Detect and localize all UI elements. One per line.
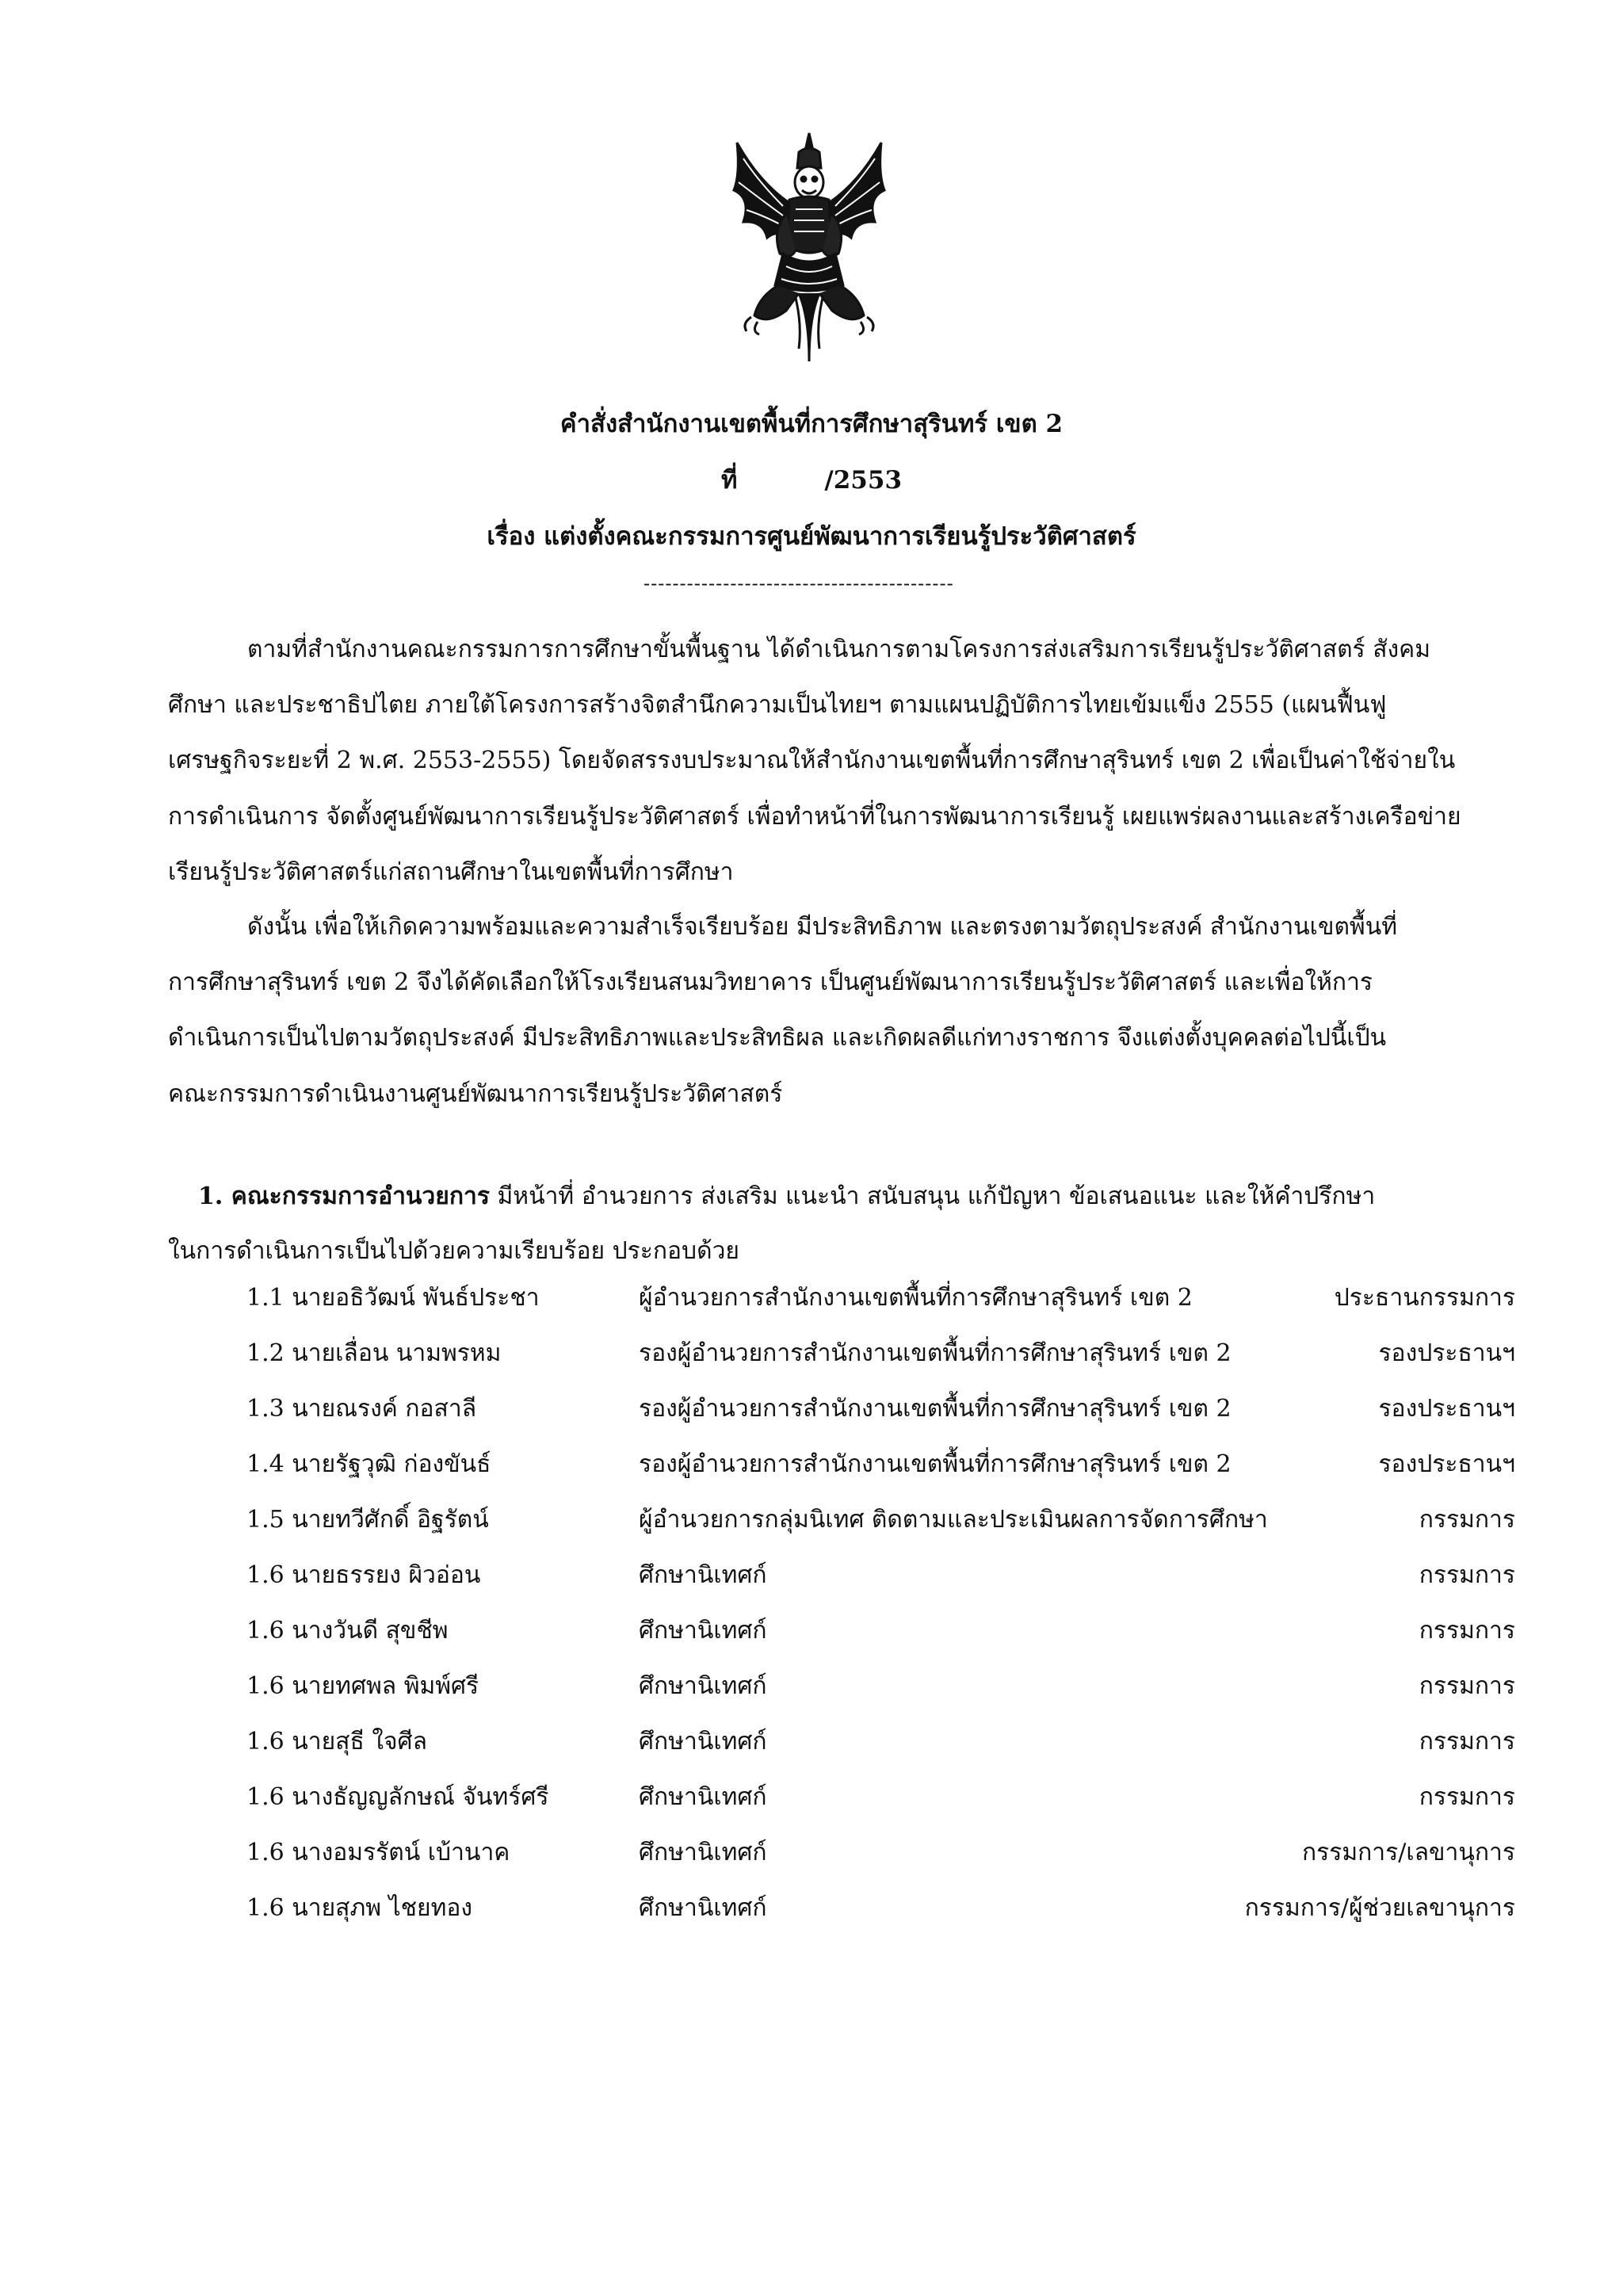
list-item — [0, 1338, 1623, 1370]
list-item — [0, 1837, 1623, 1869]
section-1-heading — [198, 1181, 1375, 1213]
member-role: รองประธานฯ — [1378, 1339, 1515, 1367]
paragraph-line: ศึกษา และประชาธิปไตย ภายใต้โครงการสร้างจิตสำนึกความเป็นไทยฯ ตามแผนปฏิบัติการไทยเข้มแข็ง 2555 (แผนฟื้นฟู — [168, 691, 1387, 719]
list-item — [0, 1615, 1623, 1647]
member-name: 1.1 นายอธิวัฒน์ พันธ์ประชา — [246, 1284, 540, 1312]
member-position: รองผู้อำนวยการสำนักงานเขตพื้นที่การศึกษาสุรินทร์ เขต 2 — [639, 1395, 1232, 1423]
member-position: ศึกษานิเทศก์ — [639, 1894, 767, 1922]
list-item — [0, 1671, 1623, 1702]
member-role: รองประธานฯ — [1378, 1395, 1515, 1423]
member-position: ผู้อำนวยการสำนักงานเขตพื้นที่การศึกษาสุรินทร์ เขต 2 — [639, 1284, 1193, 1312]
paragraph-line: ดังนั้น เพื่อให้เกิดความพร้อมและความสำเร็จเรียบร้อย มีประสิทธิภาพ และตรงตามวัตถุประสงค์ สำนักงานเขตพื้นที่ — [247, 913, 1397, 941]
member-name: 1.6 นายธรรยง ผิวอ่อน — [246, 1561, 481, 1589]
member-name: 1.6 นางวันดี สุขชีพ — [246, 1617, 449, 1645]
member-role: กรรมการ/ผู้ช่วยเลขานุการ — [1244, 1894, 1515, 1922]
order-subject: เรื่อง แต่งตั้งคณะกรรมการศูนย์พัฒนาการเรียนรู้ประวัติศาสตร์ — [487, 522, 1136, 551]
list-item — [0, 1893, 1623, 1924]
section-1-duty-continued: ในการดำเนินการเป็นไปด้วยความเรียบร้อย ประกอบด้วย — [168, 1237, 740, 1265]
member-role: กรรมการ — [1419, 1561, 1515, 1589]
member-name: 1.6 นางอมรรัตน์ เบ้านาค — [246, 1839, 510, 1866]
section-1-duty: มีหน้าที่ อำนวยการ ส่งเสริม แนะนำ สนับสนุน แก้ปัญหา ข้อเสนอแนะ และให้คำปรึกษา — [489, 1182, 1376, 1210]
member-role: ประธานกรรมการ — [1334, 1284, 1515, 1312]
list-item — [0, 1504, 1623, 1536]
order-title: คำสั่งสำนักงานเขตพื้นที่การศึกษาสุรินทร์ เขต 2 — [559, 410, 1064, 438]
paragraph-line: การดำเนินการ จัดตั้งศูนย์พัฒนาการเรียนรู้ประวัติศาสตร์ เพื่อทำหน้าที่ในการพัฒนาการเรียนรู้ เผยแพร่ผลงานและสร้างเครือข่าย — [168, 803, 1461, 831]
member-role: กรรมการ — [1419, 1672, 1515, 1700]
member-name: 1.2 นายเลื่อน นามพรหม — [246, 1339, 502, 1367]
member-position: รองผู้อำนวยการสำนักงานเขตพื้นที่การศึกษาสุรินทร์ เขต 2 — [639, 1450, 1232, 1478]
member-position: ศึกษานิเทศก์ — [639, 1783, 767, 1811]
list-item — [0, 1560, 1623, 1591]
member-role: กรรมการ — [1419, 1783, 1515, 1811]
member-name: 1.3 นายณรงค์ กอสาลี — [246, 1395, 477, 1423]
paragraph-line: ดำเนินการเป็นไปตามวัตถุประสงค์ มีประสิทธิภาพและประสิทธิผล และเกิดผลดีแก่ทางราชการ จึงแต่งตั้งบุคคลต่อไปนี้เป็น — [168, 1024, 1387, 1052]
member-name: 1.6 นายสุภพ ไชยทอง — [246, 1894, 473, 1922]
paragraph-line: ตามที่สำนักงานคณะกรรมการการศึกษาขั้นพื้นฐาน ได้ดำเนินการตามโครงการส่งเสริมการเรียนรู้ประวัติศาสตร์ สังคม — [247, 636, 1430, 663]
member-name: 1.6 นางธัญญลักษณ์ จันทร์ศรี — [246, 1783, 549, 1811]
member-position: ศึกษานิเทศก์ — [639, 1839, 767, 1866]
paragraph-line: เศรษฐกิจระยะที่ 2 พ.ศ. 2553-2555) โดยจัดสรรงบประมาณให้สำนักงานเขตพื้นที่การศึกษาสุรินทร์ เขต 2 เพื่อเป็นค่าใช้จ่ายใน — [168, 747, 1456, 774]
member-name: 1.6 นายทศพล พิมพ์ศรี — [246, 1672, 479, 1700]
member-role: รองประธานฯ — [1378, 1450, 1515, 1478]
order-number — [0, 464, 1623, 496]
order-number-prefix: ที่ — [720, 466, 738, 495]
member-role: กรรมการ — [1419, 1617, 1515, 1645]
member-name: 1.5 นายทวีศักดิ์ อิฐรัตน์ — [246, 1506, 489, 1534]
member-position: ศึกษานิเทศก์ — [639, 1617, 767, 1645]
member-name: 1.6 นายสุธี ใจศีล — [246, 1728, 427, 1755]
member-role: กรรมการ — [1419, 1728, 1515, 1755]
paragraph-line: คณะกรรมการดำเนินงานศูนย์พัฒนาการเรียนรู้ประวัติศาสตร์ — [168, 1080, 783, 1108]
garuda-emblem-icon — [720, 127, 899, 365]
member-position: ผู้อำนวยการกลุ่มนิเทศ ติดตามและประเมินผลการจัดการศึกษา — [639, 1506, 1268, 1534]
list-item — [0, 1282, 1623, 1314]
list-item — [0, 1782, 1623, 1813]
member-role: กรรมการ/เลขานุการ — [1301, 1839, 1515, 1866]
member-name: 1.4 นายรัฐวุฒิ ก่องขันธ์ — [246, 1450, 491, 1478]
section-1-title: 1. คณะกรรมการอำนวยการ — [198, 1182, 490, 1210]
divider-line: ------------------------------------------- — [643, 572, 954, 594]
member-role: กรรมการ — [1419, 1506, 1515, 1534]
order-number-value: /2553 — [824, 466, 903, 495]
paragraph-line: เรียนรู้ประวัติศาสตร์แก่สถานศึกษาในเขตพื้นที่การศึกษา — [168, 858, 734, 886]
list-item — [0, 1449, 1623, 1480]
paragraph-line: การศึกษาสุรินทร์ เขต 2 จึงได้คัดเลือกให้โรงเรียนสนมวิทยาคาร เป็นศูนย์พัฒนาการเรียนรู้ประวัติศาสตร์ และเพื่อให้การ — [168, 968, 1373, 996]
member-position: รองผู้อำนวยการสำนักงานเขตพื้นที่การศึกษาสุรินทร์ เขต 2 — [639, 1339, 1232, 1367]
member-position: ศึกษานิเทศก์ — [639, 1672, 767, 1700]
list-item — [0, 1393, 1623, 1425]
member-position: ศึกษานิเทศก์ — [639, 1728, 767, 1755]
list-item — [0, 1726, 1623, 1758]
member-position: ศึกษานิเทศก์ — [639, 1561, 767, 1589]
